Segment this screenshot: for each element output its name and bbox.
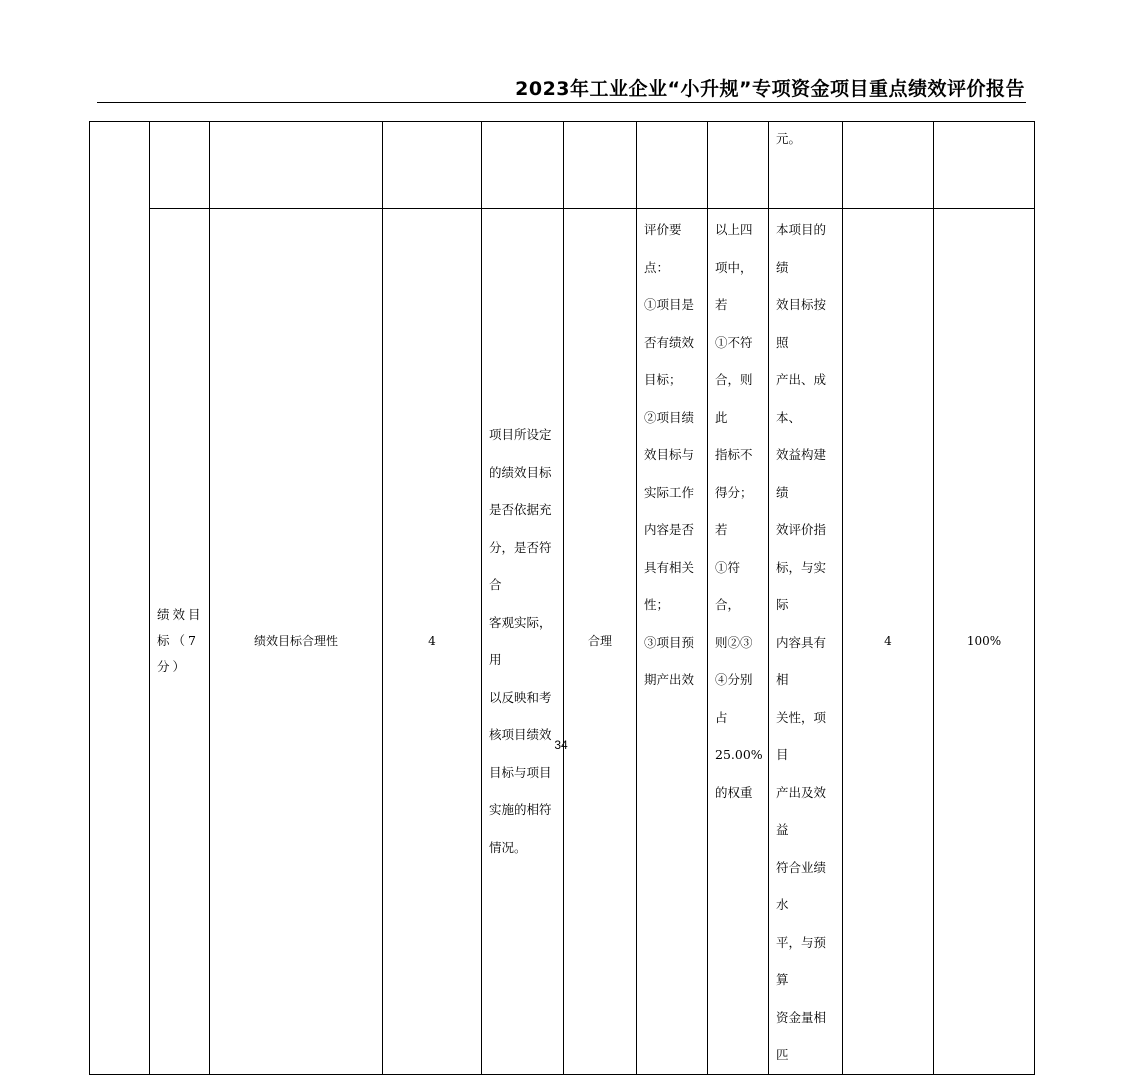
score-basis-cell — [769, 122, 843, 209]
explanation-cell — [482, 122, 564, 209]
key-points-text: 评价要点： ①项目是 否有绩效 目标； ②项目绩 效目标与 实际工作 内容是否 具有相关 性； ③项目预 期产出效 — [644, 222, 695, 687]
score-basis-cell — [769, 209, 843, 1075]
scoring-rule-cell — [708, 209, 769, 1075]
standard-text: 合理 — [587, 634, 612, 649]
weight-text: 4 — [428, 634, 436, 649]
explanation-text: 项目所设定 的绩效目标 是否依据充 分，是否符合 客观实际，用 以反映和考 核项目绩效 目标与项目 实施的相符 情况。 — [489, 427, 552, 855]
page-number: 34 — [554, 738, 568, 752]
level1-indicator-cell — [90, 122, 150, 1075]
level3-indicator-cell — [210, 122, 383, 209]
score-cell — [843, 122, 934, 209]
table-row — [90, 122, 1035, 209]
weight-cell — [383, 122, 482, 209]
score-rate-cell — [934, 122, 1035, 209]
indicator-text: 绩效目标合理性 — [253, 634, 338, 649]
scoring-rule-text: 以上四 项中，若 ①不符 合，则此 指标不 得分；若 ①符合， 则②③ ④分别 占 25.00% 的权重 — [715, 222, 763, 800]
standard-cell — [564, 209, 637, 1075]
score-basis-text: 本项目的绩 效目标按照 产出、成本、 效益构建绩 效评价指 标，与实际 内容具有相 关性，项目 产出及效益 符合业绩水 平，与预算 资金量相匹 — [776, 222, 827, 1062]
key-points-cell — [637, 122, 708, 209]
score-rate-text: 100% — [966, 634, 1002, 649]
score-rate-cell — [934, 209, 1035, 1075]
indicator-cell — [210, 209, 383, 1075]
standard-cell — [564, 122, 637, 209]
key-points-cell — [637, 209, 708, 1075]
score-text: 4 — [884, 634, 892, 649]
evaluation-table — [89, 121, 1035, 1075]
header-rule — [97, 102, 1026, 103]
report-header-title: 2023年工业企业“小升规”专项资金项目重点绩效评价报告 — [515, 78, 1025, 100]
scoring-rule-cell — [708, 122, 769, 209]
score-cell — [843, 209, 934, 1075]
category-text: 绩效目 标（7分） — [157, 607, 204, 675]
weight-cell — [383, 209, 482, 1075]
explanation-cell — [482, 209, 564, 1075]
level2-indicator-cell — [150, 122, 210, 209]
score-basis-text: 元。 — [776, 131, 802, 146]
category-cell — [150, 209, 210, 1075]
table-row — [90, 209, 1035, 1075]
